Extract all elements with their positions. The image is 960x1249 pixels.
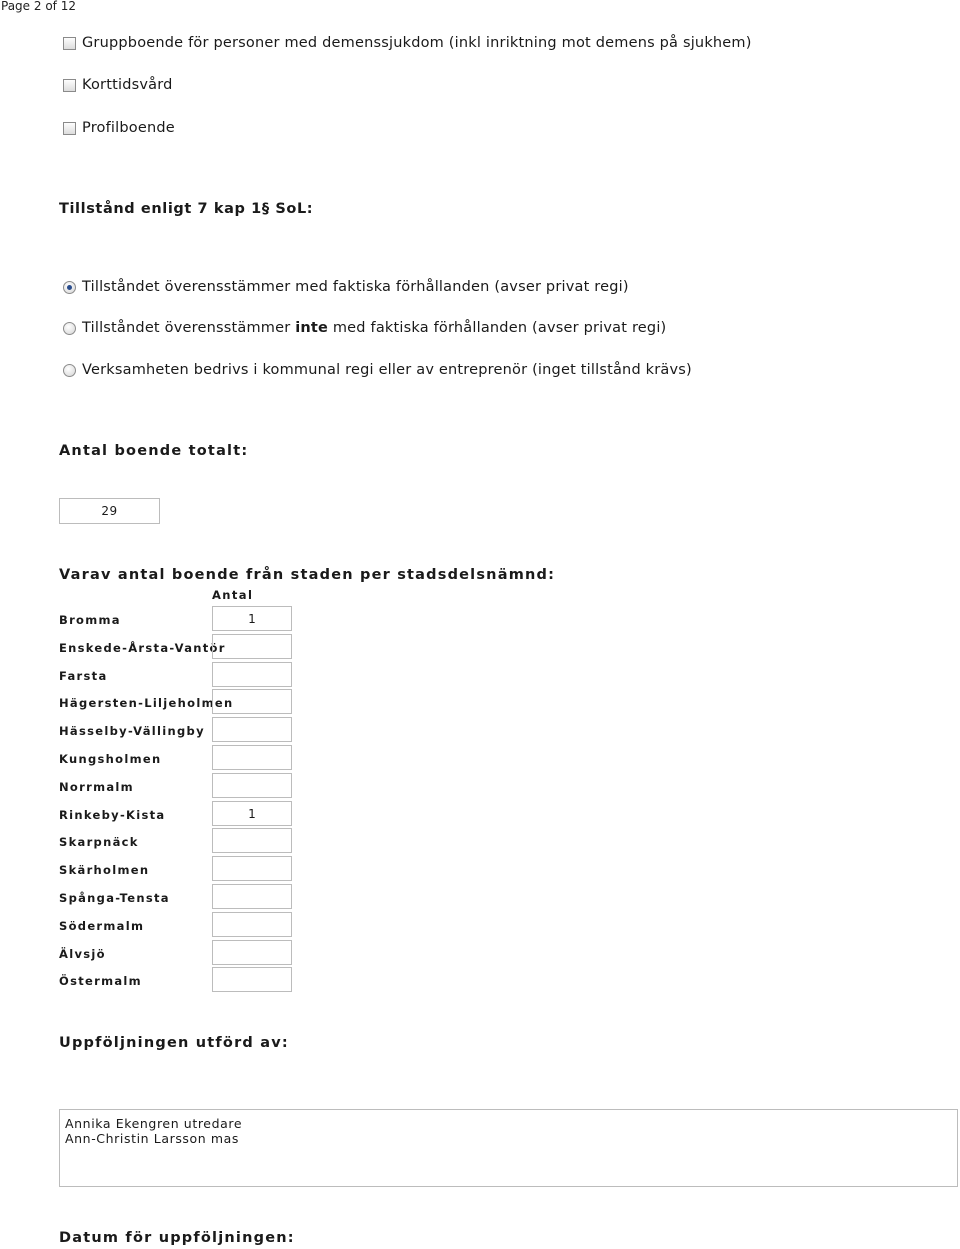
district-label: Älvsjö (59, 947, 106, 961)
district-antal-input[interactable] (212, 940, 292, 965)
radio-row-kommunal-regi[interactable] (63, 360, 692, 380)
checkbox-korttidsvard[interactable] (63, 79, 76, 92)
checkbox-row-korttidsvard[interactable] (63, 75, 173, 95)
uppfoljning-line: Annika Ekengren utredare (65, 1116, 243, 1131)
district-label: Kungsholmen (59, 752, 162, 766)
district-antal-input[interactable]: 1 (212, 606, 292, 631)
antal-column-header: Antal (212, 588, 254, 602)
antal-boende-input[interactable]: 29 (59, 498, 160, 524)
radio-label: Tillståndet överensstämmer inte med faktiska förhållanden (avser privat regi) (82, 320, 667, 336)
district-antal-input[interactable] (212, 634, 292, 659)
checkbox-row-gruppboende[interactable] (63, 33, 752, 53)
uppfoljning-textarea[interactable] (59, 1109, 958, 1187)
district-antal-input[interactable] (212, 662, 292, 687)
tillstand-title: Tillstånd enligt 7 kap 1§ SoL: (59, 201, 314, 217)
radio-kommunal-regi[interactable] (63, 364, 76, 377)
district-antal-input[interactable] (212, 828, 292, 853)
page-number: Page 2 of 12 (1, 0, 76, 13)
district-label: Skärholmen (59, 863, 150, 877)
checkbox-label: Korttidsvård (82, 77, 173, 93)
uppfoljning-title: Uppföljningen utförd av: (59, 1035, 289, 1051)
district-antal-input[interactable] (212, 912, 292, 937)
checkbox-row-profilboende[interactable] (63, 118, 175, 138)
district-label: Norrmalm (59, 780, 134, 794)
district-label: Bromma (59, 613, 121, 627)
uppfoljning-line: Ann-Christin Larsson mas (65, 1131, 240, 1146)
district-label: Skarpnäck (59, 835, 139, 849)
district-antal-input[interactable] (212, 856, 292, 881)
radio-row-overensstammer-inte[interactable] (63, 318, 666, 338)
district-label: Hägersten-Liljeholmen (59, 696, 234, 710)
district-label: Farsta (59, 669, 108, 683)
antal-boende-title: Antal boende totalt: (59, 443, 249, 459)
district-label: Rinkeby-Kista (59, 808, 166, 822)
radio-label: Verksamheten bedrivs i kommunal regi eller av entreprenör (inget tillstånd krävs) (82, 362, 692, 378)
district-label: Spånga-Tensta (59, 891, 170, 905)
radio-row-overensstammer[interactable] (63, 277, 629, 297)
district-antal-input[interactable] (212, 689, 292, 714)
datum-title: Datum för uppföljningen: (59, 1230, 295, 1246)
radio-label: Tillståndet överensstämmer med faktiska förhållanden (avser privat regi) (82, 279, 629, 295)
district-section-title: Varav antal boende från staden per stadsdelsnämnd: (59, 567, 556, 583)
district-antal-input[interactable] (212, 967, 292, 992)
district-antal-input[interactable] (212, 773, 292, 798)
district-label: Hässelby-Vällingby (59, 724, 205, 738)
checkbox-label: Gruppboende för personer med demenssjukdom (inkl inriktning mot demens på sjukhem) (82, 35, 752, 51)
district-antal-input[interactable]: 1 (212, 801, 292, 826)
district-label: Södermalm (59, 919, 145, 933)
checkbox-label: Profilboende (82, 120, 175, 136)
checkbox-gruppboende[interactable] (63, 37, 76, 50)
district-antal-input[interactable] (212, 884, 292, 909)
district-label: Östermalm (59, 974, 142, 988)
district-antal-input[interactable] (212, 745, 292, 770)
radio-overensstammer-inte[interactable] (63, 322, 76, 335)
radio-overensstammer[interactable] (63, 281, 76, 294)
checkbox-profilboende[interactable] (63, 122, 76, 135)
district-antal-input[interactable] (212, 717, 292, 742)
district-label: Enskede-Årsta-Vantör (59, 641, 226, 655)
